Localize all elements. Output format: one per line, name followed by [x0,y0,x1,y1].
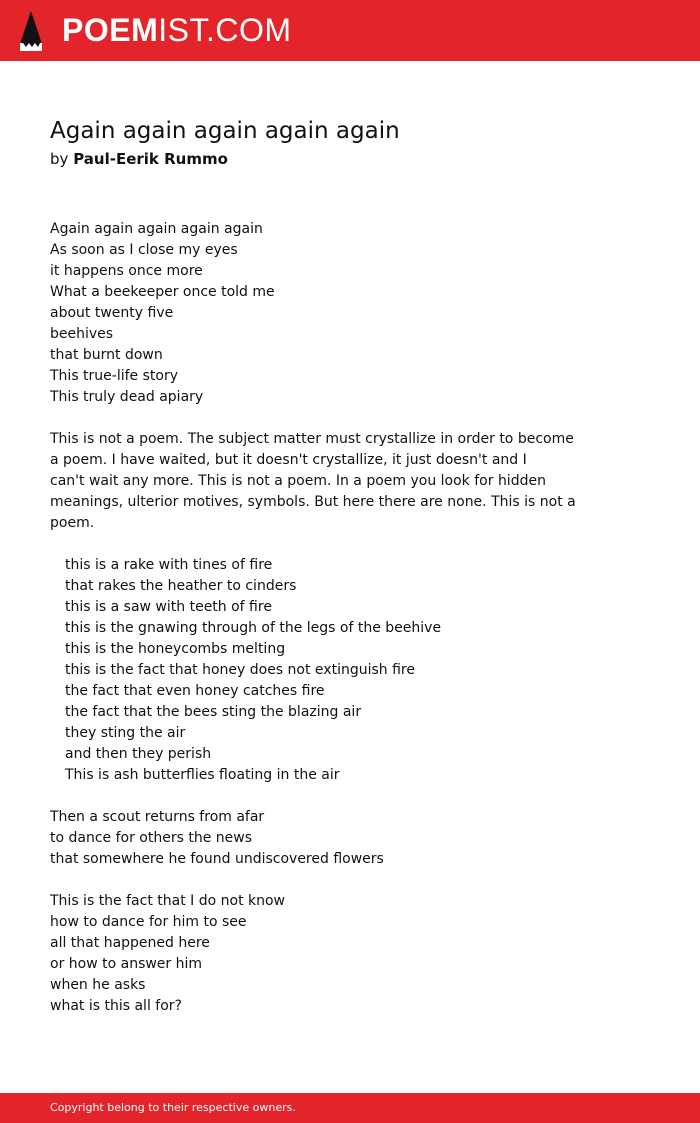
prose-line: meanings, ulterior motives, symbols. But here there are none. This is not a [50,494,576,510]
author-name: Paul-Eerik Rummo [73,150,228,168]
poem-line: it happens once more [50,263,203,279]
poem-line: this is the honeycombs melting [65,641,286,657]
poem-body [50,219,590,1038]
poem-line: This is the fact that I do not know [50,893,285,909]
poem-title: Again again again again again [50,118,400,144]
poem-line: This truly dead apiary [50,389,204,405]
poem-line: this is a saw with teeth of fire [65,599,272,615]
poem-line: to dance for others the news [50,830,253,846]
poem-line: Again again again again again [50,221,263,237]
prose-line: This is not a poem. The subject matter must crystallize in order to become [50,431,574,447]
prose-line: can't wait any more. This is not a poem. In a poem you look for hidden [50,473,546,489]
site-logo[interactable] [62,12,292,48]
prose-line: a poem. I have waited, but it doesn't crystallize, it just doesn't and I [50,452,527,468]
site-footer [0,1093,700,1123]
stanza-2 [50,429,590,534]
poem-line: that somewhere he found undiscovered flowers [50,851,384,867]
poem-line: that rakes the heather to cinders [65,578,297,594]
stanza-5 [50,891,590,1017]
prose-line: poem. [50,515,95,531]
poem-line: This is ash butterflies floating in the air [65,767,340,783]
poem-line: This true-life story [50,368,179,384]
poem-line: As soon as I close my eyes [50,242,238,258]
poem-line: when he asks [50,977,146,993]
poem-line: What a beekeeper once told me [50,284,275,300]
poem-line: the fact that even honey catches fire [65,683,325,699]
poem-line: the fact that the bees sting the blazing air [65,704,362,720]
poem-line: about twenty five [50,305,174,321]
byline [50,149,228,169]
copyright-text: Copyright belong to their respective owners. [50,1101,296,1114]
poem-line: Then a scout returns from afar [50,809,265,825]
logo-light-text: IST.COM [158,12,292,48]
poem-line: what is this all for? [50,998,182,1014]
site-header [0,0,700,61]
poem-line: all that happened here [50,935,210,951]
logo-bold-text: POEM [62,12,159,48]
poem-line: this is the gnawing through of the legs of the beehive [65,620,442,636]
poem-line: they sting the air [65,725,186,741]
poem-line: that burnt down [50,347,163,363]
poem-line: this is a rake with tines of fire [65,557,273,573]
poem-line: beehives [50,326,114,342]
poem-line: or how to answer him [50,956,203,972]
poem-line: and then they perish [65,746,212,762]
stanza-1 [50,219,590,408]
stanza-4 [50,807,590,870]
stanza-3 [50,555,590,786]
poem-line: how to dance for him to see [50,914,247,930]
poem-line: this is the fact that honey does not extinguish fire [65,662,415,678]
by-label: by [50,150,69,168]
pencil-icon[interactable] [18,10,44,52]
